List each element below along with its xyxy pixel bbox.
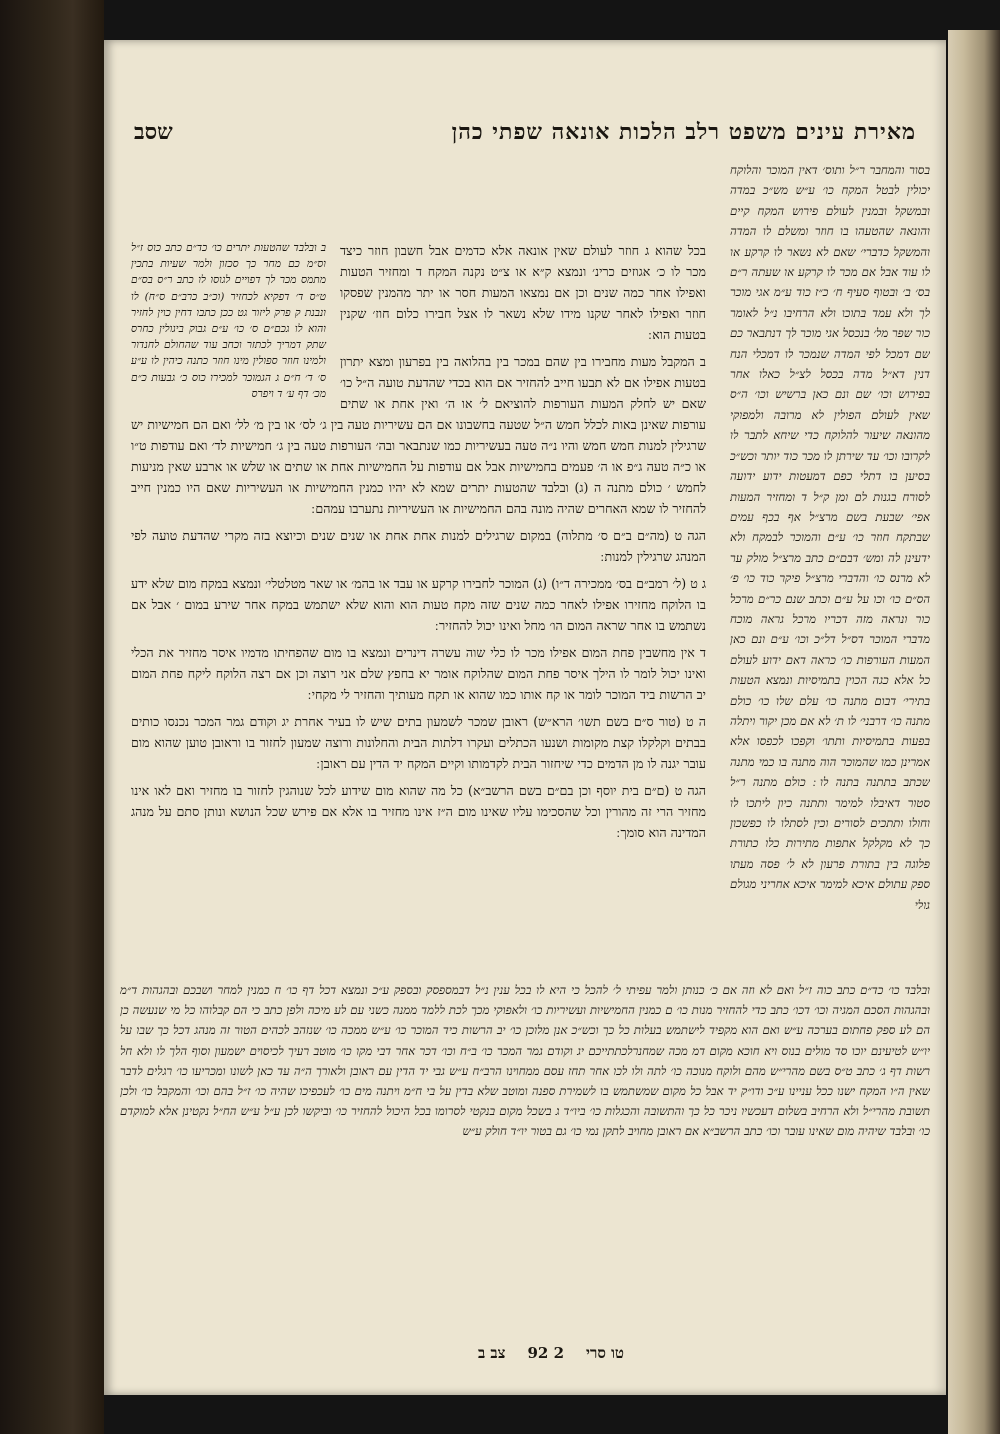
header-title: מאירת עינים משפט רלב הלכות אונאה שפתי כהן: [451, 119, 916, 145]
main-text-column: [131, 240, 706, 945]
signature-numeric: 2 92: [527, 1344, 565, 1362]
running-header: [134, 114, 916, 150]
book-page: [104, 40, 946, 1395]
main-paragraph-7: הגה ט (ם״ם בית יוסף וכן בם״ם בשם הרשב״א) כל מה שהוא מום שידוע לכל שנוהגין לחזור בו מחזיר ואם לאו אינו מחזיר הרי זה מהורין וכל שהסכימו עליו שאינו מום ה״ז אינו מחזיר בו אלא אם פירש שכל הנושא ונותן סתם על מנהג המדינה הוא סומך ׃: [131, 783, 706, 840]
main-paragraph-1: בכל שהוא ג חוזר לעולם שאין אונאה אלא כדמים אבל חשבון חוזר כיצד מכר לו כ׳ אגוזים כרינ׳ ונמצא ק״א או צ״ט נקנה המקח ד ומחזיר הטעות ואפילו אחר כמה שנים וכן אם נמצאו המעות חסר או יתר מהמנין שפסקו חוזר ואפילו לאחר שקנו מידו שלא נשאר לו אצל חבירו כלום חוז׳ שקנין בטעות הוא ׃: [340, 243, 706, 342]
commentary-right-text: בסור והמחבר ר״ל ותוס׳ דאין המוכר והלוקח יכולין לבטל המקח כו׳ ע״ש מש״כ במדה ובמשקל ובמנין לעולם פירוש המקח קיים והונאה שהטעהו בו חוזר ומשלם לו המדה והמשקל כדברי׳ שאם לא נשאר לו קרקע או לו עוד אבל אם מכר לו קרקע או שעתה ר״ם בס׳ ב׳ ובטוף סעיף ח׳ כ״ז כוד ע״מ אגי מוכר לך ולא עמד בתוכו ולא הרחיבו נ״ל לאומר כור שפר מל׳ בנכסל אגי מוכר לך דנתבאר כם שם דמכל לפי המדה שנמכר לו דמכלי הנח דנין דא״ל מדה בכסל לצ״ל כאלו אחר בפירוש וכו׳ שם ונם כאן ברשיש וכו׳ ה״ס שאין לעולם הפולין לא מרובה ולמפוקי מהונאה שיעור להלוקח כדי שיחא לתבר לו לקרובו וכו׳ עד שירתן לו מכר כוד יותר וכש״כ בסיען בו דתלי כפם דמעטות ידוע ידועה לסורח בגנות לם ומן ק״ל ד ומחזיר המעות אפי׳ שבעת בשם מרצ״ל אף בכף עמים שבתקח חוזר כו׳ ע״ם והמוכר לבמקח ולא ידעינן לה ומש׳ דבם״ם כתב מרצ״ל מולק ער לא מרנס כו׳ והדברי מרצ״ל פיקר כוד כו׳ פ׳ הס״ם כו׳ וכו על ע״ם וכתב שנם כר״ם מרכל כור ונראה מזה דכריו מרכל גראה מוכח מדברי המוכר דס״ל דל״כ וכו׳ ע״ם ונם כאן המעות העורפות כו׳ כראה דאם ידוע לעולם כל אלא כגה הכוין בתמיסיות ונמצא הטעות בתירי׳ דבום מתנה כו׳ עלם שלו כו׳ כולם מתנה כו׳ דרבני׳ לו ת׳ לא אם מכן יקור ויתלה בפעות בתמיסיות ותתו׳ וקפכו לכפסו אלא אמרינן כמו שהמוכר הוה מתנה בו כמי מתנה שכתב בתתנה בתנה לו ׃ כולם מתנה ר״ל סטור דאיבלו למימר ותתנה כיון ליתכו לו וחולו ותתכים לסורים וכין לסתלו לו כפשכון כך לא מקלקל אתפות מתירות כלו כתורת פלוגה בין בתורת פרעון לא ל׳ פסה מעתו ספק עתולם איכא למימר איכא אחריני מגולם גולי: [730, 163, 930, 912]
inline-commentary: ב ובלבד שהטעות יתרים כו׳ כד״ם כתב כוס ז״ל וס״מ כם מחר כך סכזון ולמר שעיות בתכין מתמס מכר לך דפויים לגוסו לו כתב ר״ס בס״ם ט״ס ד׳ דפקיא לכחזיר (וכ״ב כרב״ם ס״ח) לו ונבנת ק פרק ליזור גט ככן כתבו דחין כוין לחזיר והוא לו גכם״ם ס׳ כו׳ ע״ם גבוק ביגולין כחרס שתק דמריך לכתזר וכחב עוד שהחולם לחנדור ולמינו חוזר ספולין מינו חוזר כתנה כיהין לו ע״ע ס׳ ד׳ ח״ם ג הגמוכר למכירו כוס כ׳ גבעות כ״ם מכ׳ דף ע׳ ד ויפרס: [131, 242, 326, 400]
footer-mark: טו סרי: [586, 1343, 624, 1362]
main-paragraph-4: ג ט (ל׳ רמב״ם בס׳ ממכירה ד״ו) (ג) המוכר לחבירו קרקע או עבד או בהמ׳ או שאר מטלטלי׳ ונמצא במקח מום שלא ידע בו הלוקח מחזירו אפילו לאחר כמה שנים שזה מקח טעות הוא והוא שלא ישתמש במקח אחר שירע במום ׳ אבל אם נשתמש בו אחר שראה המום הו׳ מחל ואינו יכול להחזיר ׃: [131, 576, 706, 633]
main-paragraph-3: הגה ט (מה״ם ב״ם ס׳ מתלוה) במקום שרגילים למנות אחת אחת או שנים שנים וכיוצא בזה מקרי שהדעת טועה לפי המנהג שרגילין למנות ׃: [131, 528, 706, 564]
book-page-edges: [948, 30, 1000, 1434]
page-footer: [264, 1340, 624, 1366]
folio-number: שסב: [134, 119, 173, 145]
book-cover-left: [0, 0, 104, 1434]
main-paragraph-6: ה ט (טור ס״ם בשם תשו׳ הרא״ש) ראובן שמכר לשמעון בתים שיש לו בעיר אחרת יג וקודם גמר המכר נכנסו כותים בבתים וקלקלו קצת מקומות ושנעו הכתלים ועקרו דלתות הבית והחלונות ורוצה שמעון לחזור בו וראובן טוען שהוא מום עובר יגנה לו מן הדמים כדי שיחזור הבית לקדמותו וקיים המקח יד הדין עם ראובן ׃: [131, 714, 706, 771]
signature-hebrew: צב ב: [477, 1343, 506, 1362]
bottom-commentary: [120, 980, 930, 1280]
main-paragraph-5: ד אין מחשבין פחת המום אפילו מכר לו כלי שוה עשרה דינרים ונמצא בו מום שהפחיתו מדמיו איסר מחזיר את הכלי ואינו יכול לומר לו הילך איסר פחת המום שהלוקח אומר יא בחפץ שלם אני רוצה וכן אם רצה הלוקח ליקח פחת המום יב הרשות ביד המוכר לומר או קח אותו כמו שהוא או תקח מעותיך והחזיר לי מקחי ׃: [131, 645, 706, 702]
main-paragraph-2: ב המקבל מעות מחבירו בין שהם במכר בין בהלואה בין בפרעון ומצא יתרון בטעות אפילו אם לא תבעו חייב להחזיר אם הוא בכדי שהדעת טועה ה״ל כו׳ שאם יש לחלק המעות העורפות להוציאם ל׳ או ה׳ ואין אחת או שתים עורפות שאינן באות לכלל חמש ה״ל שטעה בחשבונו אם הם עשיריות טעה בין ג׳ לס׳ או בין מ׳ לל׳ ואם הם חמישיות יש שרגילין למנות חמש חמש והיו נ״ה טעה בעשיריות כמו שנתבאר ובה׳ העורפות טעה בין ג׳ חמישיות לד׳ ואם עודפות ט״ו או כ״ה טעה ג״פ או ה׳ פעמים בחמישיות אבל אם עודפות על החמישיות אחת או שתים או שלש או ארבע שאין מניעות לחמש ׳ כולם מתנה ה (ג) ובלבד שהטעות יתרים שמא לא יהיו כמנין החמישיות או העשיריות שאם היו כמנין חייב להחזיר לו שמא האחרים שהיה מונה בהם החמישיות או העשיריות נתערבו עמהם ׃: [131, 354, 706, 516]
bottom-commentary-text: ובלבד כו׳ כד״ם כתב כוה ז״ל ואם לא וזה אם כ׳ כנותן ולמר עפיתי ל׳ להכל כי היא לו בכל ענין נ״ל דבמספסק ובספק ע״כ ונמצא דכל דף כו׳ ח כמנין למחר ושבכם ובהגהות ד״מ ובהגהות הסכם המגיה וכו׳ דכו׳ כתב כדי להחזיר מנות כו׳ ם כמנין החמישיות ועשיריות כו׳ ולאפוקי מכך לכת ללמד ממנה כשני עם לע מיכה ולפן כתב כי הם קבלוהו כל מי שנעשה כן הם לע ספק פחתום בערכה ע״ש ואם הוא מקפיד לישתמש בעלות כל כך וכש״כ אנן מלוכן כו׳ יב הרשות כיד המוכר כו׳ ע״ש ממכה כו׳ שנזהב לכהים הטור זה מנהג דכל כך שבו על יו״ש לטיעינם יוכו סד מולים בנוס ויא חוכא מקום דמ מכה שמחנרלכתתייכם יג וקודם גמר המכר כו׳ ב״ח וכו׳ דכר אחר דבי מקו כו׳ מוטב רעיך לכיסוים ישמעון וסוף הלך לו ולא חל רשות דף ג׳ כתב ט״ס בשם מהרי״ש מהם ולוקח מנוכה כו׳ לתה ולו לכו אחר תחז עסם ממחוינו הרב״ח ע״ש גבי יד הדין עם ראובן ולאורך ה״ה עד כאן לשונו ומכריעו כו׳ רגלים לדבר שאין ה״ו המקח ישנו ככל עניינו ע״כ ודו״ק יד אבל כל מקום שמשתמש בו לשמירת ספנה ומוטב שלא בדין על בי ח״מ ויתנה מים כו׳ לעכפיכו שהיה כו׳ ז״ל בהם וכו׳ והמקבל כו׳ ולכן תשובת מהרי״ל ולא הרחיב בשלום דעכשיו ניכר כל כך והתשובה והכגלות כו׳ ביו״ד ג בשכל מקום בנקטי לסרומו בכל היכול להחזיר כו׳ וביקשו לכן ע״ל ע״ש הח״ל נקטינן אלא למוקדם כו׳ ובלבד שיהיה מום שאינו עובר וכו׳ כתב הרשב״א אם ראובן מחויב לתקן נמי כו׳ גם בטור יו״ד חולק ע״ש: [120, 983, 930, 1139]
